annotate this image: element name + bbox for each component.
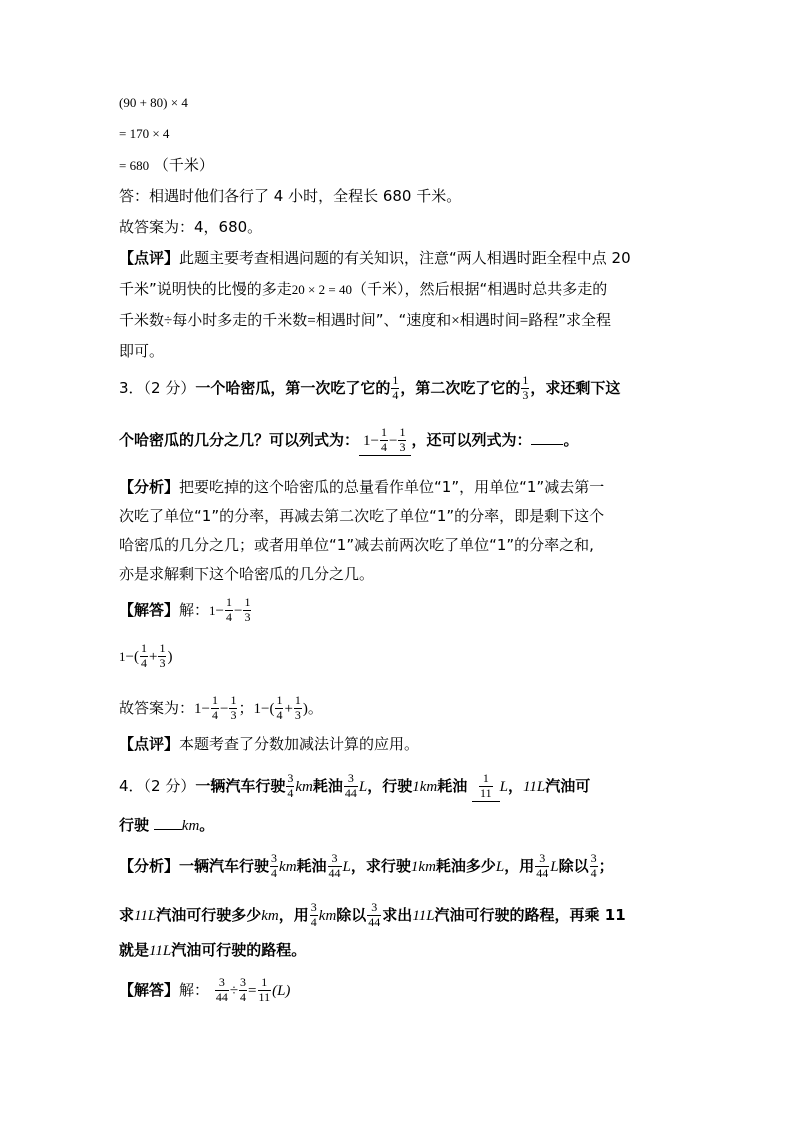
- analysis4-b6: 汽油可行驶的路程，再乘 11: [434, 905, 626, 924]
- fraction-1-4: [275, 694, 283, 723]
- q4-text8: 。: [199, 816, 215, 834]
- num: 3: [240, 975, 247, 989]
- review1-line1: [119, 251, 631, 266]
- one-km: 1km: [410, 858, 436, 875]
- answer-is-3-label: 故答案为：: [119, 698, 195, 717]
- den: 44: [344, 785, 357, 800]
- review1-math: 20 × 2 = 40: [291, 282, 352, 297]
- one: 1: [209, 602, 216, 618]
- eleven-L: 11L: [134, 907, 157, 924]
- den: 11: [480, 785, 492, 800]
- analysis4-a4: 耗油多少: [435, 856, 496, 875]
- fraction-3-4: [286, 772, 294, 801]
- analysis4-tag: 【分析】: [119, 856, 180, 875]
- q4-text7: 行驶: [119, 816, 150, 834]
- review1-text3e: 路程”求全程: [528, 311, 612, 329]
- fraction-1-3: [229, 694, 237, 723]
- fraction-1-4: [380, 426, 388, 455]
- num: 1: [294, 693, 301, 707]
- den: 3: [294, 707, 301, 722]
- fraction-1-3: [521, 374, 529, 403]
- minus: −: [215, 602, 224, 619]
- num: 3: [310, 900, 317, 914]
- rparen: ): [167, 648, 173, 665]
- op-div: ÷: [229, 982, 239, 999]
- analysis4-a2: 耗油: [296, 856, 327, 875]
- num: 3: [367, 901, 381, 916]
- review1-text3c: 相遇时间”、“速度和: [315, 311, 452, 329]
- fraction-3-44: [328, 852, 342, 881]
- analysis3-line1: [119, 480, 604, 495]
- review3-line: [119, 737, 419, 752]
- den: 3: [230, 707, 237, 722]
- den: 4: [140, 655, 147, 670]
- den: 44: [215, 989, 228, 1004]
- review1-text3b: 每小时多走的千米数: [172, 311, 308, 329]
- analysis4-b2: 汽油可行驶多少: [156, 905, 262, 924]
- q4-text1: 一辆汽车行驶: [195, 776, 286, 795]
- num: 1: [226, 595, 232, 609]
- num: 3: [287, 771, 294, 785]
- unit-km: km: [181, 818, 200, 834]
- q3-text6: 。: [563, 430, 579, 449]
- num: 1: [211, 693, 218, 707]
- fraction-1-3: [158, 642, 166, 671]
- unit-km: km: [318, 907, 337, 924]
- analysis4-b4: 除以: [336, 905, 367, 924]
- analysis4-c1: 就是: [119, 941, 150, 959]
- unit-L: L: [358, 778, 368, 795]
- minus: −: [234, 602, 243, 619]
- analysis4-line3: [119, 943, 306, 959]
- q3-head: 3．（2 分）: [119, 378, 196, 397]
- answer-is-3: [119, 694, 323, 723]
- fraction-3-4: [590, 852, 598, 881]
- num: 1: [392, 373, 399, 387]
- fraction-1-3: [398, 426, 406, 455]
- review3-text: 本题考查了分数加减法计算的应用。: [179, 735, 420, 753]
- minus: −: [388, 432, 398, 449]
- one: 1: [363, 432, 371, 449]
- q3-sep: ，: [400, 378, 416, 397]
- q4-head: 4．（2 分）: [119, 776, 196, 795]
- analysis3-line2: 次吃了单位“1”的分率，再减去第二次吃了单位“1”的分率，即是剩下这个: [119, 507, 605, 525]
- num: 1: [258, 976, 272, 991]
- minus: −: [219, 700, 229, 717]
- one-km: 1km: [412, 778, 438, 795]
- num: 1: [522, 373, 529, 387]
- num: 3: [215, 976, 229, 991]
- num: 3: [271, 851, 278, 865]
- one: 1: [119, 648, 126, 664]
- review1-line4: 即可。: [119, 342, 165, 360]
- q4-answer-blank-1[interactable]: [472, 772, 500, 802]
- den: 4: [240, 989, 247, 1004]
- num: 3: [535, 852, 549, 867]
- analysis4-a1: 一辆汽车行驶: [179, 856, 270, 875]
- q3-text3: ，求还剩下这: [530, 378, 621, 397]
- solution3-tag: 【解答】: [119, 600, 180, 619]
- answer-is-3-end: 。: [307, 698, 323, 717]
- review1-text3a: 千米数: [119, 311, 165, 329]
- q3-text4: 个哈密瓜的几分之几？可以列式为：: [119, 430, 360, 449]
- minus: −: [260, 700, 270, 717]
- solution3-line2: [119, 642, 172, 671]
- eleven-L: 11L: [149, 943, 172, 959]
- rparen: ): [302, 700, 308, 717]
- fraction-3-4: [270, 852, 278, 881]
- num: 1: [230, 693, 237, 707]
- solution4-tag: 【解答】: [119, 980, 180, 999]
- solution3-line1: [119, 596, 252, 625]
- review1-text2b: （千米），然后根据“相遇时总共多走的: [351, 280, 608, 298]
- unit-km: km: [279, 858, 297, 875]
- analysis3-line4: 亦是求解剩下这个哈密瓜的几分之几。: [119, 565, 375, 583]
- plus: +: [148, 648, 158, 665]
- op-eq: =: [248, 982, 257, 999]
- q4-text2: 耗油: [312, 776, 343, 795]
- num: 3: [344, 772, 358, 787]
- fraction-3-4: [310, 901, 318, 930]
- fraction-3-4: [239, 976, 247, 1005]
- unit-L-paren: (L): [272, 982, 291, 999]
- analysis4-line1: [119, 852, 614, 881]
- analysis3-line3: 哈密瓜的几分之几；或者用单位“1”减去前两次吃了单位“1”的分率之和,: [119, 536, 594, 554]
- analysis4-c2: 汽油可行驶的路程。: [171, 941, 307, 959]
- analysis4-b3: ，用: [278, 905, 309, 924]
- fraction-3-44: [535, 852, 549, 881]
- q4-line1: [119, 772, 590, 802]
- analysis3-text1: 把要吃掉的这个哈密瓜的总量看作单位“1”，用单位“1”减去第一: [179, 478, 605, 496]
- analysis4-a7: ；: [598, 856, 614, 875]
- q4-line2: [119, 818, 214, 834]
- q4-answer-blank-2[interactable]: [154, 829, 182, 830]
- review1-text2a: 千米”说明快的比慢的多走: [119, 280, 292, 298]
- den: 4: [287, 785, 294, 800]
- fraction-1-11: [479, 772, 493, 801]
- q3-line1: [119, 374, 620, 403]
- op-mul: ×: [451, 313, 460, 329]
- one: 1: [194, 700, 202, 717]
- q3-text1: 一个哈密瓜，第一次吃了它的: [195, 378, 391, 397]
- num: 3: [590, 851, 597, 865]
- unit-km: km: [261, 907, 279, 924]
- fraction-1-11: [258, 976, 272, 1005]
- lparen: (: [133, 648, 139, 665]
- q4-text3: ，行驶: [367, 776, 413, 795]
- q3-line2: [119, 426, 578, 456]
- minus: −: [201, 700, 210, 717]
- den: 44: [328, 865, 341, 880]
- den: 4: [380, 439, 387, 454]
- op-eq: =: [307, 313, 316, 329]
- minus: −: [125, 648, 134, 665]
- num: 1: [479, 772, 493, 787]
- answer-line: 答：相遇时他们各行了 4 小时，全程长 680 千米。: [119, 187, 462, 205]
- fraction-1-4: [140, 642, 148, 671]
- op-eq-2: =: [519, 313, 529, 329]
- den: 4: [226, 609, 232, 624]
- den: 3: [522, 387, 529, 402]
- q3-answer-blank-2[interactable]: [531, 444, 563, 445]
- solution4-label: 解：: [179, 980, 210, 999]
- op-div: ÷: [164, 313, 173, 329]
- den: 4: [211, 707, 218, 722]
- num: 1: [399, 425, 406, 439]
- review1-line2: [119, 282, 607, 297]
- den: 3: [244, 609, 251, 624]
- den: 3: [399, 439, 406, 454]
- unit-L: L: [550, 858, 559, 875]
- den: 4: [276, 707, 283, 722]
- unit-km: （千米）: [153, 156, 214, 174]
- fraction-1-4: [225, 596, 233, 625]
- den: 4: [590, 865, 597, 880]
- eleven-L: 11L: [522, 778, 546, 795]
- review1-tag: 【点评】: [119, 249, 180, 267]
- calc-line-1: (90 + 80) × 4: [119, 95, 188, 110]
- q4-text6: 汽油可: [545, 776, 591, 795]
- q3-text5: ，还可以列式为：: [411, 430, 532, 449]
- solution4-line1: [119, 976, 290, 1005]
- num: 3: [328, 852, 342, 867]
- den: 44: [368, 914, 381, 929]
- lparen: (: [269, 700, 275, 717]
- num: 1: [380, 425, 387, 439]
- num: 1: [140, 641, 147, 655]
- answer-is-3-sep: ；: [238, 698, 254, 717]
- fraction-1-4: [211, 694, 219, 723]
- analysis4-a3: ，求行驶: [350, 856, 411, 875]
- analysis4-b5: 求出: [382, 905, 413, 924]
- review1-text3d: 相遇时间: [459, 311, 520, 329]
- calc-line-3: [119, 158, 214, 173]
- fraction-3-44: [344, 772, 358, 801]
- solution3-label: 解：: [179, 600, 210, 619]
- num: 1: [244, 595, 251, 609]
- q4-text4: 耗油: [437, 776, 468, 795]
- analysis4-a5: ，用: [504, 856, 535, 875]
- den: 3: [159, 655, 166, 670]
- fraction-3-44: [367, 901, 381, 930]
- den: 4: [271, 865, 278, 880]
- calc-line-3-expr: = 680: [119, 158, 150, 173]
- calc-line-2: = 170 × 4: [119, 126, 170, 141]
- one: 1: [253, 700, 261, 717]
- analysis3-tag: 【分析】: [119, 478, 180, 496]
- num: 1: [159, 641, 166, 655]
- unit-L: L: [499, 778, 508, 795]
- plus: +: [284, 700, 293, 717]
- q4-text5: ，: [507, 776, 523, 795]
- minus: −: [370, 432, 379, 449]
- review1-line3: [119, 313, 611, 329]
- den: 4: [310, 914, 317, 929]
- den: 44: [536, 865, 549, 880]
- fraction-1-4: [391, 374, 399, 403]
- den: 4: [392, 387, 399, 402]
- analysis4-b1: 求: [119, 905, 135, 924]
- review3-tag: 【点评】: [119, 735, 180, 753]
- answer-is-1: 故答案为：4，680。: [119, 218, 263, 236]
- q3-text2: 第二次吃了它的: [415, 378, 521, 397]
- q3-answer-blank-1[interactable]: [359, 426, 411, 456]
- unit-L: L: [495, 858, 505, 875]
- num: 1: [276, 693, 283, 707]
- analysis4-line2: [119, 901, 626, 930]
- eleven-L: 11L: [412, 907, 435, 924]
- fraction-1-3: [243, 596, 251, 625]
- analysis4-a6: 除以: [558, 856, 589, 875]
- fraction-3-44: [215, 976, 229, 1005]
- review1-text1: 此题主要考查相遇问题的有关知识，注意“两人相遇时距全程中点 20: [179, 249, 631, 267]
- fraction-1-3: [294, 694, 302, 723]
- unit-km: km: [295, 778, 313, 795]
- den: 11: [258, 989, 271, 1004]
- unit-L: L: [342, 858, 351, 875]
